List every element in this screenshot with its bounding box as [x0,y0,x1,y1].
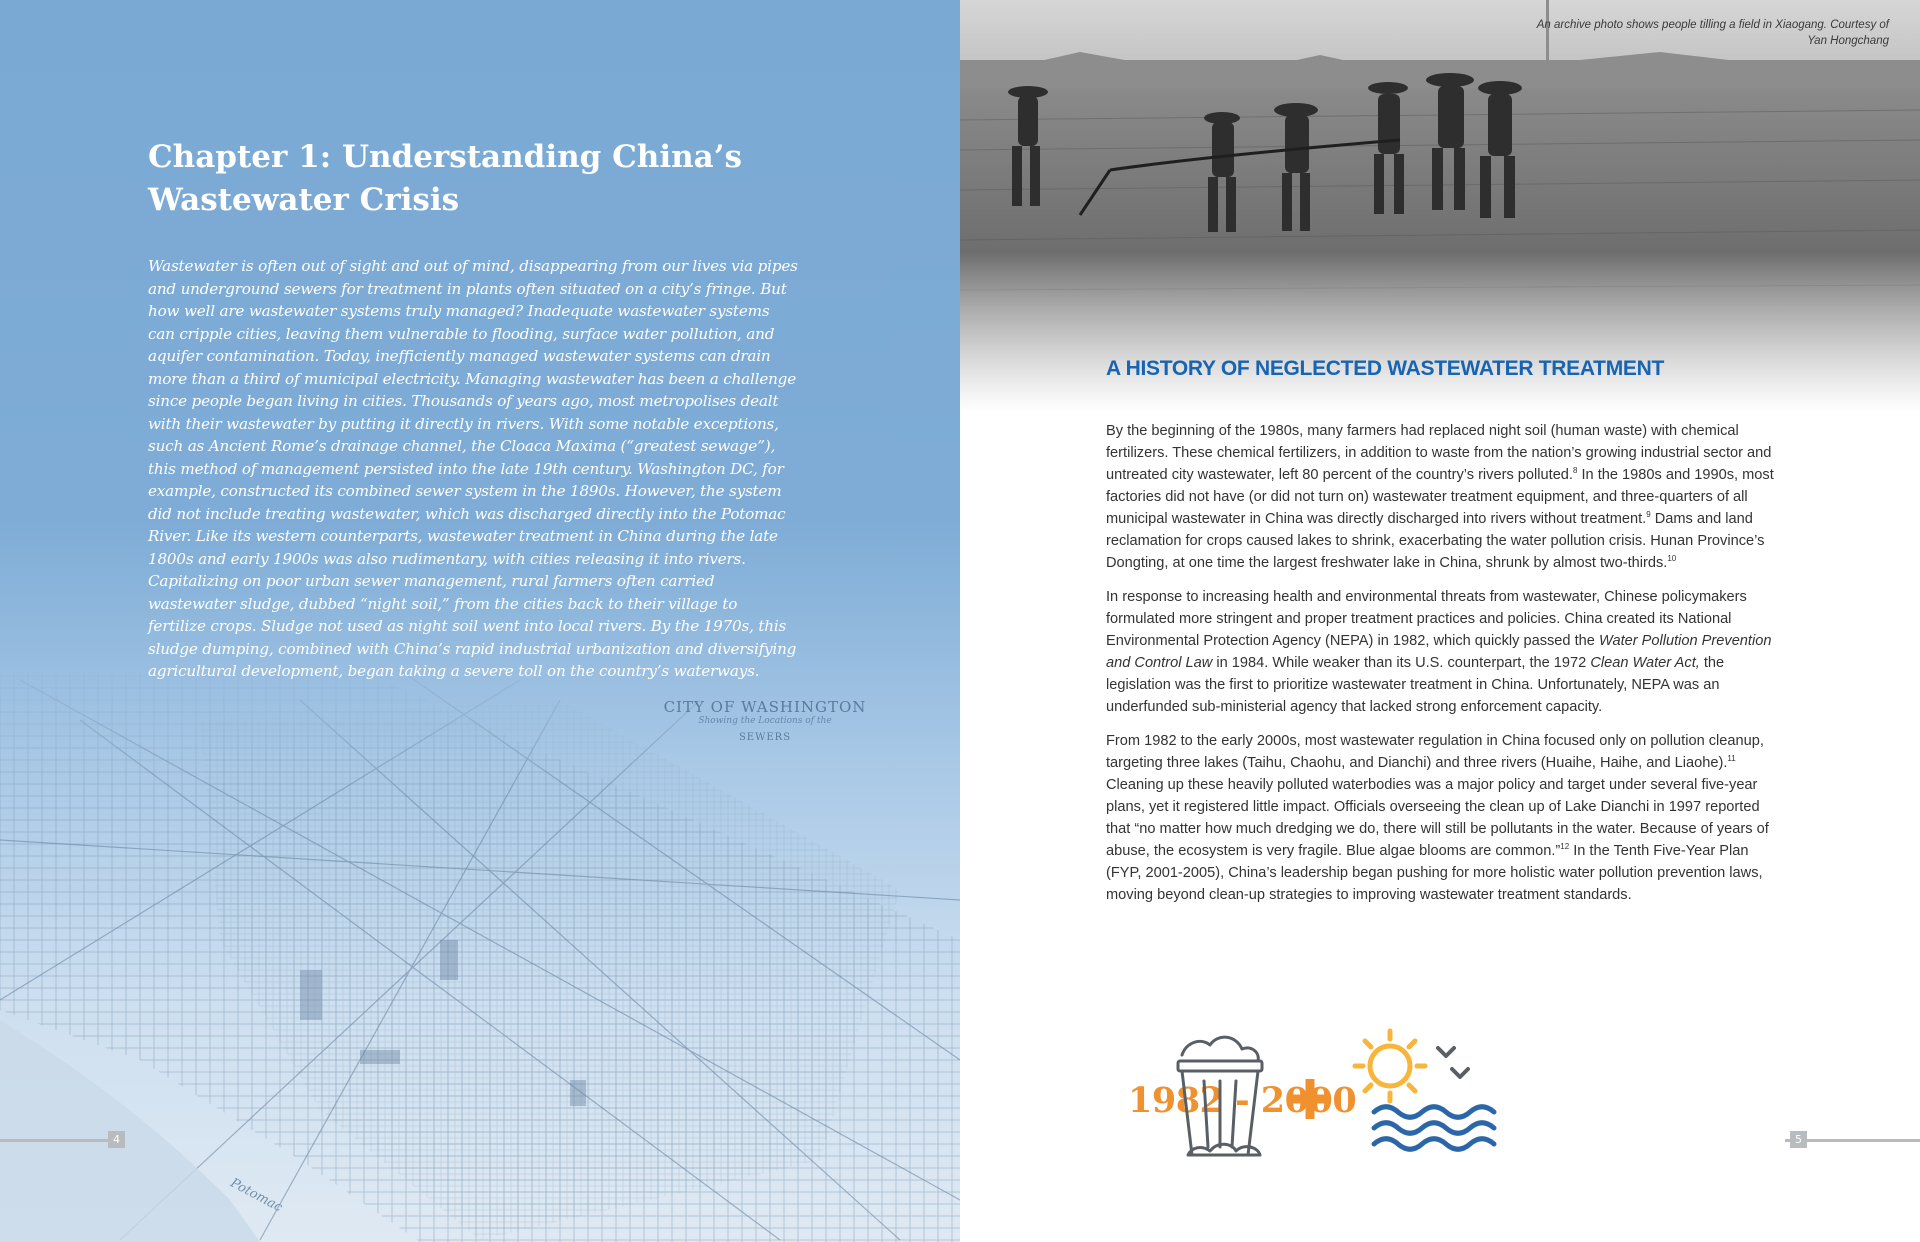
paragraph-3-text: From 1982 to the early 2000s, most wastewater regulation in China focused only on pollution cleanup, targeting three lakes (Taihu, Chaohu, and Dianchi) and three rivers (Huaihe, Haihe, and Liaohe). [1106,733,1764,771]
year-range: 1982 - 2000 [1128,1080,1357,1121]
photo-caption: An archive photo shows people tilling a field in Xiaogang. Courtesy of Yan Hongchang [1536,19,1889,47]
paragraph-2-text: In response to increasing health and environmental threats from wastewater, Chinese policymakers formulated more stringent and proper treatment practices and policies. China created its National Environmental Protection Agency (NEPA) in 1982, which quickly passed the [1106,589,1747,649]
footnote-ref[interactable]: 8 [1572,466,1578,475]
footnote-ref[interactable]: 10 [1667,554,1677,563]
footnote-ref[interactable]: 12 [1560,842,1570,851]
footnote-ref[interactable]: 9 [1646,510,1651,519]
chapter-title: Chapter 1: Understanding China’s Wastewater Crisis [148,139,742,218]
checkmark-icon [1438,1048,1468,1077]
sun-icon [1355,1031,1425,1101]
map-subtitle: Showing the Locations of the [698,716,832,726]
trash-can-icon [1178,1037,1262,1155]
paragraph-1 [1106,420,1776,574]
folio-rule-left [0,1139,108,1142]
map-title: CITY OF WASHINGTON [663,698,867,716]
section-heading: A HISTORY OF NEGLECTED WASTEWATER TREATMENT [1106,357,1664,380]
footnote-ref[interactable]: 11 [1727,754,1736,763]
map-river-label: Potomac [227,1175,285,1216]
paragraph-3-text: In the Tenth Five-Year Plan (FYP, 2001-2005), China’s leadership began pushing for more holistic water pollution prevention laws, moving beyond clean-up strategies to improving wastewater treatment standards. [1106,843,1763,903]
infographic-icons [960,1015,1920,1175]
page-number-right: 5 [1790,1131,1807,1148]
chapter-intro: Wastewater is often out of sight and out of mind, disappearing from our lives via pipes and underground sewers for treatment in plants often situated on a city’s fringe. But how well are wastewater systems truly managed? Inadequate wastewater systems can cripple cities, leaving them vulnerable to flooding, surface water pollution, and aquifer contamination. Today, inefficiently managed wastewater systems can drain more than a third of municipal electricity. Managing wastewater has been a challenge since people began living in cities. Thousands of years ago, most metropolises dealt with their wastewater by putting it directly in rivers. With some notable exceptions, such as Ancient Rome’s drainage channel, the Cloaca Maxima (“greatest sewage”), this method of management persisted into the late 19th century. Washington DC, for example, constructed its combined sewer system in the 1890s. However, the system did not include treating wastewater, which was discharged directly into the Potomac River. Like its western counterparts, wastewater treatment in China during the late 1800s and early 1900s was also rudimentary, with cities releasing it into rivers. Capitalizing on poor urban sewer management, rural farmers often carried wastewater sludge, dubbed “night soil,” from the cities back to their village to fertilize crops. Sludge not used as night soil went into local rivers. By the 1970s, this sludge dumping, combined with China’s rapid industrial urbanization and diversifying agricultural development, began taking a severe toll on the country’s waterways. [148,257,798,680]
page-number-left: 4 [108,1131,125,1148]
water-waves-icon [1374,1107,1494,1150]
right-page [960,0,1920,1242]
paragraph-2-text: the legislation was the first to prioritize wastewater treatment in China. Unfortunately, NEPA was an underfunded sub-ministerial agency that lacked strong enforcement capacity. [1106,655,1725,715]
city-map-illustration [0,640,960,1242]
paragraph-1-text: Dams and land reclamation for crops caused lakes to shrink, exacerbating the water pollution crisis. Hunan Province’s Dongting, at one time the largest freshwater lake in China, shrunk by almost two-thirds. [1106,511,1765,571]
plus-icon [1290,1079,1330,1119]
paragraph-3 [1106,730,1776,906]
map-sewers-label: SEWERS [738,732,792,743]
paragraph-2-text: in 1984. While weaker than its U.S. counterpart, the 1972 [1212,655,1591,671]
paragraph-1-text: In the 1980s and 1990s, most factories did not have (or did not turn on) wastewater treatment equipment, and three-quarters of all municipal wastewater in China was directly discharged into rivers without treatment. [1106,467,1774,527]
law-title: Clean Water Act, [1590,655,1700,671]
body-text [1106,420,1776,918]
paragraph-3-text: Cleaning up these heavily polluted waterbodies was a major policy and target under several five-year plans, yet it registered little impact. Officials overseeing the clean up of Lake Dianchi in 1997 reported that “no matter how much dredging we do, there will still be pollutants in the water. Because of years of abuse, the ecosystem is very fragile. Blue algae blooms are common.” [1106,777,1769,859]
law-title: Water Pollution Prevention and Control Law [1106,633,1772,671]
paragraph-2 [1106,586,1776,718]
paragraph-1-text: By the beginning of the 1980s, many farmers had replaced night soil (human waste) with chemical fertilizers. These chemical fertilizers, in addition to waste from the nation’s growing industrial sector and untreated city wastewater, left 80 percent of the country’s rivers polluted. [1106,423,1772,483]
